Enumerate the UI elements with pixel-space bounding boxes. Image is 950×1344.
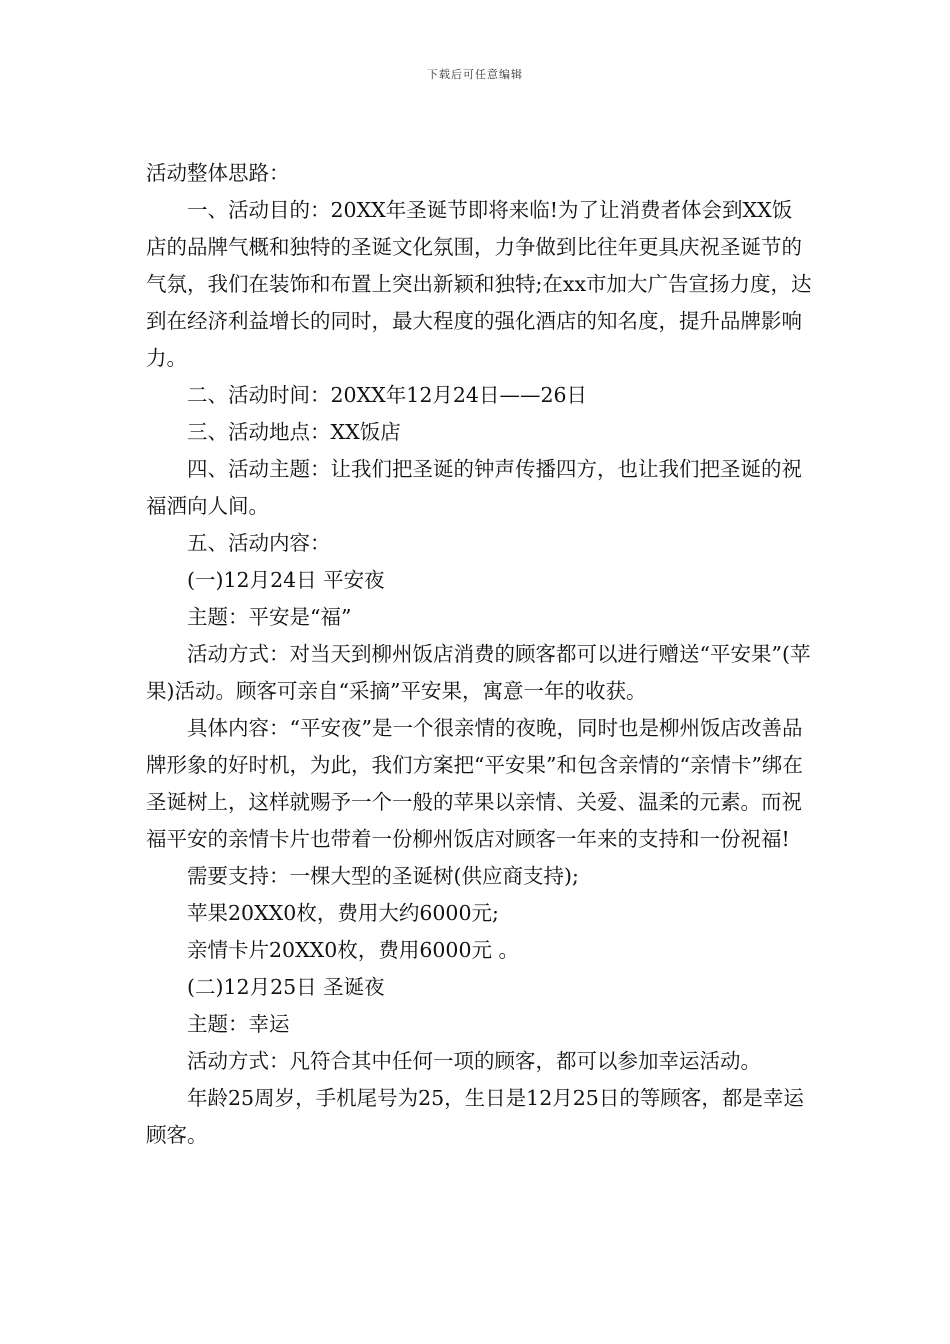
paragraph-lucky-criteria: 年龄25周岁，手机尾号为25，生日是12月25日的等顾客，都是幸运顾客。 bbox=[146, 1086, 804, 1147]
paragraph-method-dec24: 活动方式：对当天到柳州饭店消费的顾客都可以进行赠送“平安果”(苹果)活动。顾客可亲自“采摘”平安果，寓意一年的收获。 bbox=[146, 642, 811, 703]
paragraph-theme: 四、活动主题：让我们把圣诞的钟声传播四方，也让我们把圣诞的祝福洒向人间。 bbox=[146, 457, 802, 518]
paragraph-purpose: 一、活动目的：20XX年圣诞节即将来临!为了让消费者体会到XX饭店的品牌气概和独特的圣诞文化氛围，力争做到比往年更具庆祝圣诞节的气氛，我们在装饰和布置上突出新颖和独特;在xx市加大广告宣扬力度，达到在经济利益增长的同时，最大程度的强化酒店的知名度，提升品牌影响力。 bbox=[146, 198, 812, 370]
paragraph-cards: 亲情卡片20XX0枚，费用6000元 。 bbox=[187, 938, 520, 962]
paragraph-support: 需要支持：一棵大型的圣诞树(供应商支持); bbox=[187, 864, 579, 888]
paragraph-content-heading: 五、活动内容： bbox=[187, 531, 331, 555]
section-heading-overall: 活动整体思路： bbox=[146, 161, 290, 185]
paragraph-subheading-dec24: (一)12月24日 平安夜 bbox=[187, 568, 385, 592]
paragraph-details-dec24: 具体内容：“平安夜”是一个很亲情的夜晚，同时也是柳州饭店改善品牌形象的好时机，为此，我们方案把“平安果”和包含亲情的“亲情卡”绑在圣诞树上，这样就赐予一个一般的苹果以亲情、关爱、温柔的元素。而祝福平安的亲情卡片也带着一份柳州饭店对顾客一年来的支持和一份祝福! bbox=[146, 716, 803, 851]
paragraph-method-dec25: 活动方式：凡符合其中任何一项的顾客，都可以参加幸运活动。 bbox=[187, 1049, 761, 1073]
paragraph-subheading-dec25: (二)12月25日 圣诞夜 bbox=[187, 975, 385, 999]
paragraph-time: 二、活动时间：20XX年12月24日——26日 bbox=[187, 383, 588, 407]
paragraph-theme-dec24: 主题：平安是“福” bbox=[187, 605, 352, 629]
paragraph-apples: 苹果20XX0枚，费用大约6000元; bbox=[187, 901, 499, 925]
paragraph-theme-dec25: 主题：幸运 bbox=[187, 1012, 290, 1036]
paragraph-location: 三、活动地点：XX饭店 bbox=[187, 420, 401, 444]
page-header-note: 下载后可任意编辑 bbox=[427, 68, 523, 81]
document-body bbox=[146, 155, 812, 1154]
